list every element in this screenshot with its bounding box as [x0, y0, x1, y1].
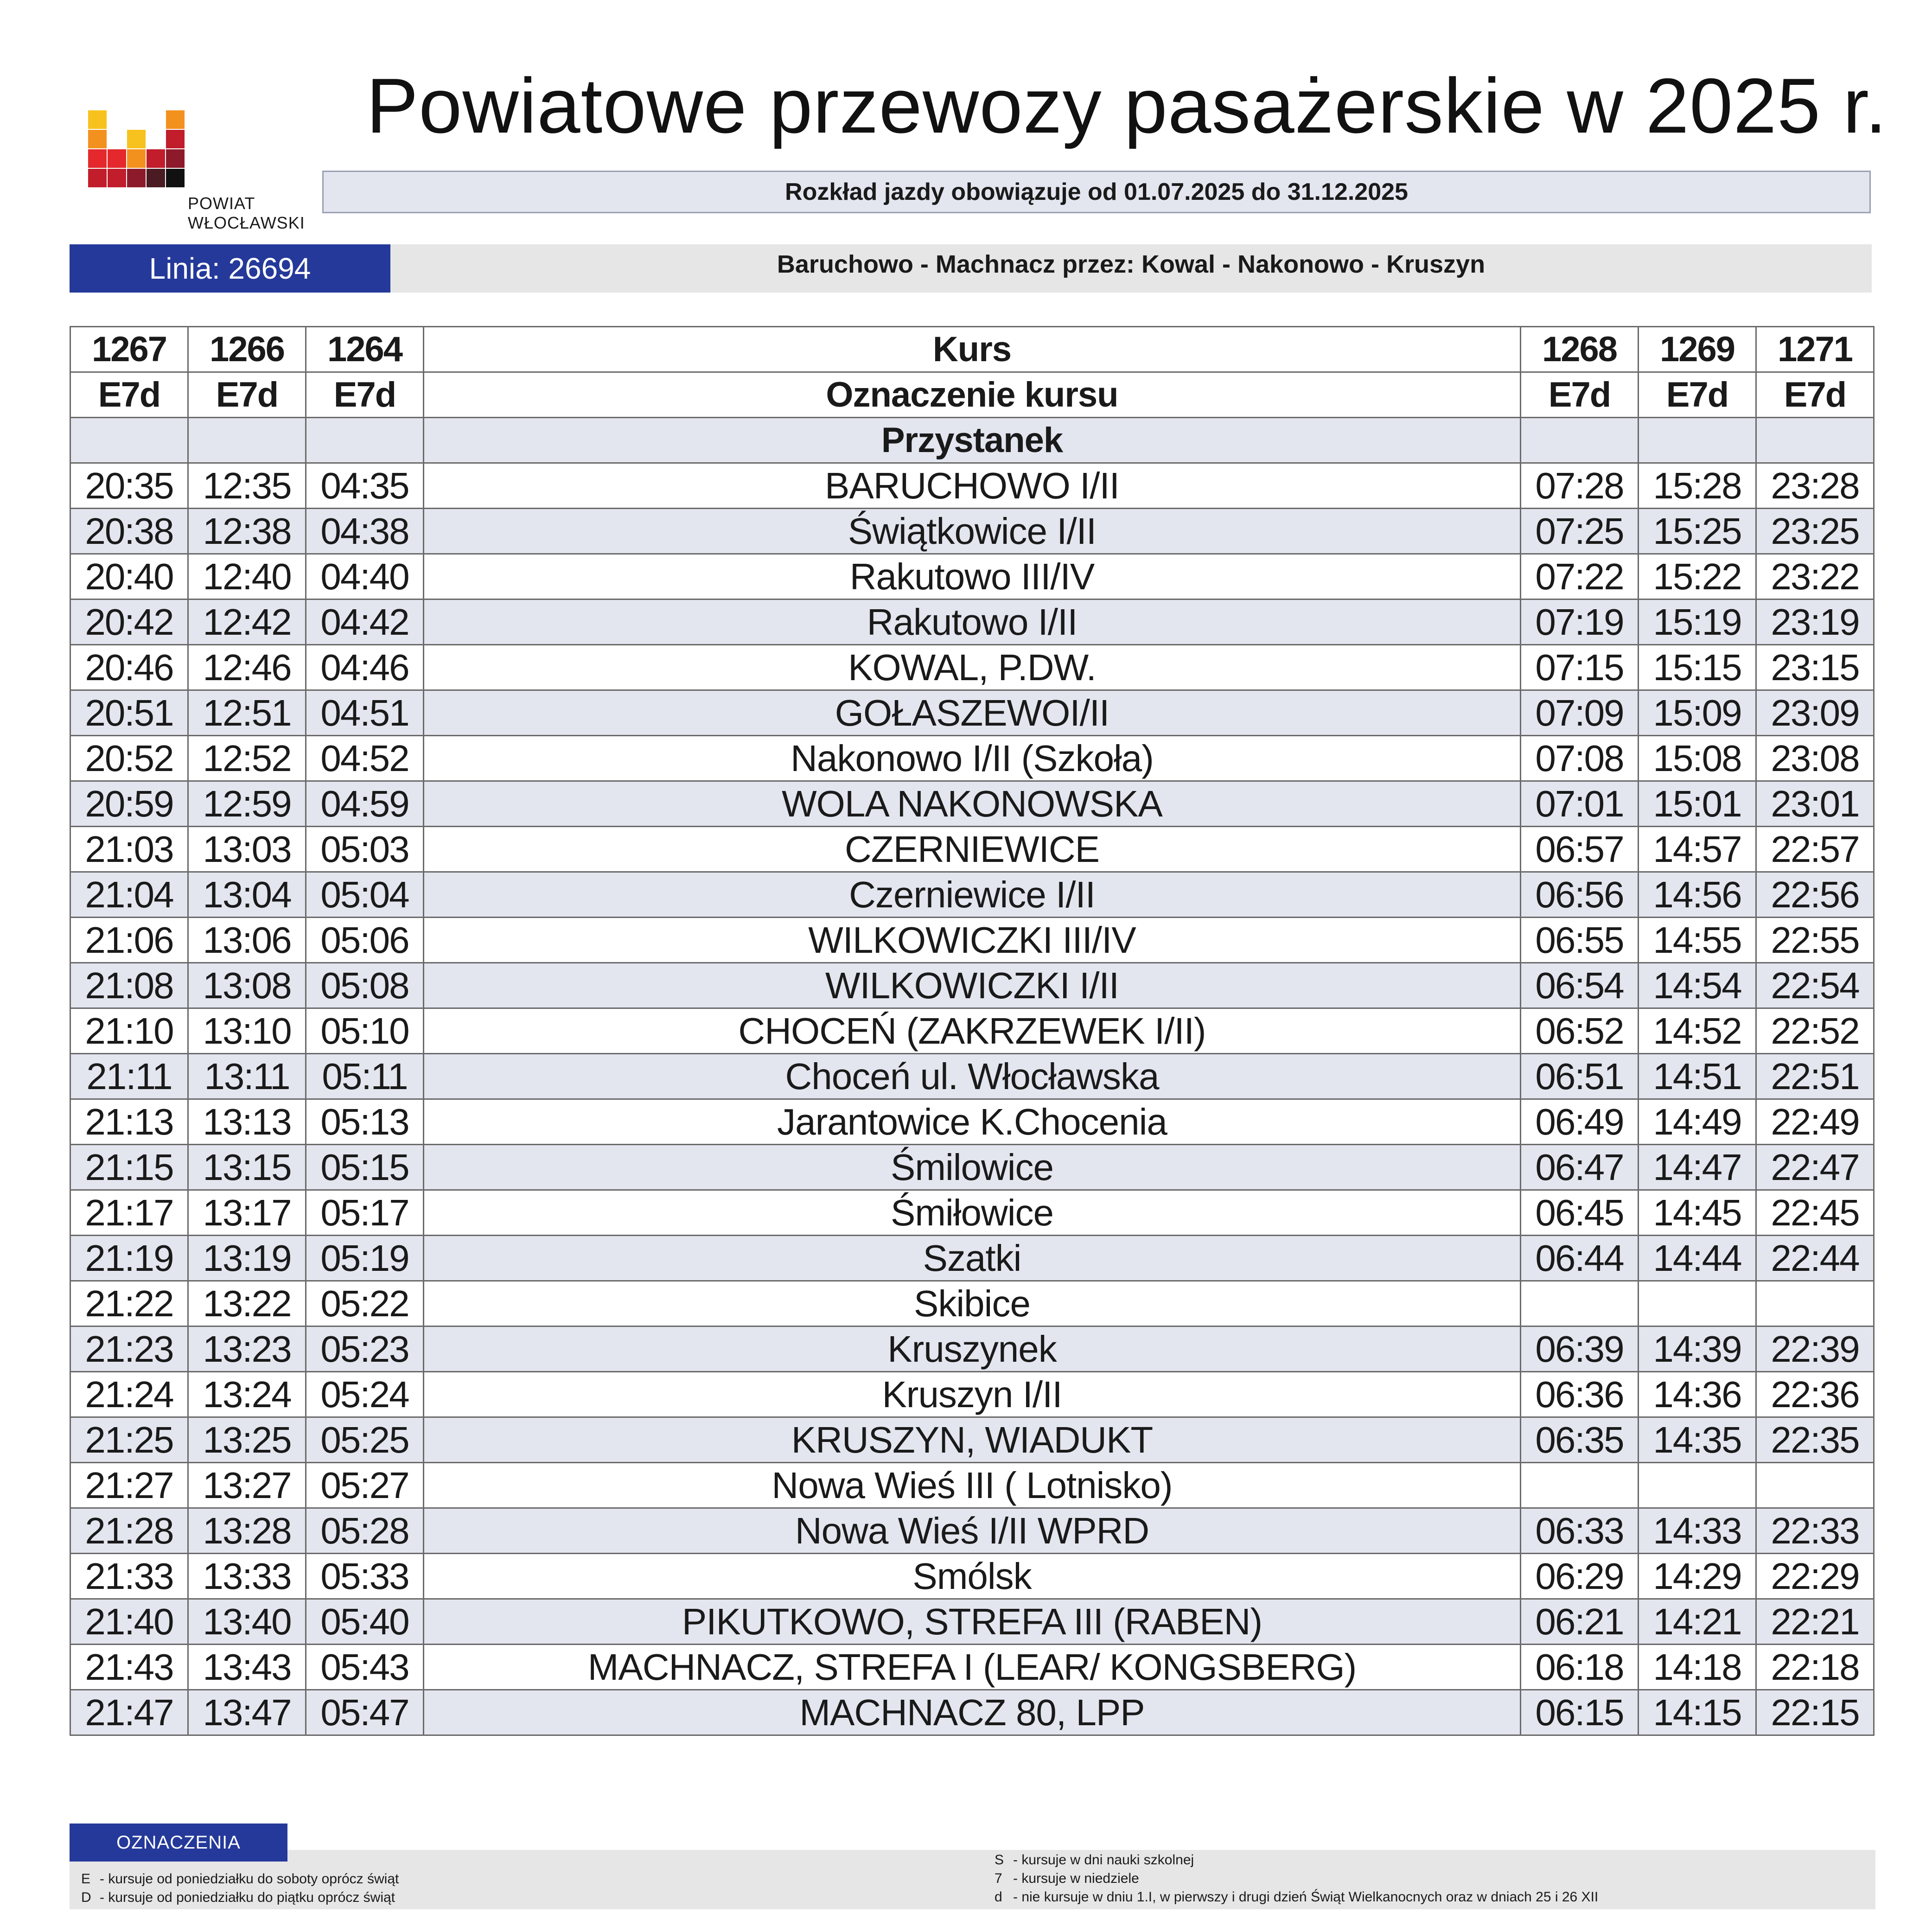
departure-time: 12:42 — [188, 599, 306, 645]
departure-time: 21:47 — [70, 1690, 188, 1735]
departure-time: 05:28 — [306, 1508, 424, 1554]
stop-name: KRUSZYN, WIADUKT — [424, 1417, 1521, 1463]
departure-time: 22:45 — [1756, 1190, 1874, 1236]
departure-time: 14:49 — [1639, 1099, 1756, 1145]
departure-time: 07:08 — [1521, 736, 1639, 781]
departure-time: 13:03 — [188, 827, 306, 872]
departure-time: 21:22 — [70, 1281, 188, 1326]
departure-time: 13:27 — [188, 1463, 306, 1508]
departure-time: 07:22 — [1521, 554, 1639, 599]
stop-row — [70, 690, 1874, 736]
stop-name: WOLA NAKONOWSKA — [424, 781, 1521, 827]
stop-row — [70, 872, 1874, 918]
departure-time: 14:15 — [1639, 1690, 1756, 1735]
departure-time: 05:24 — [306, 1372, 424, 1417]
stop-name: KOWAL, P.DW. — [424, 645, 1521, 690]
stop-name: Śmilowice — [424, 1145, 1521, 1190]
course-number: 1266 — [188, 327, 306, 372]
departure-time: 13:17 — [188, 1190, 306, 1236]
stop-row — [70, 1417, 1874, 1463]
departure-time: 23:19 — [1756, 599, 1874, 645]
stop-name: CHOCEŃ (ZAKRZEWEK I/II) — [424, 1008, 1521, 1054]
departure-time: 13:06 — [188, 918, 306, 963]
departure-time: 23:25 — [1756, 509, 1874, 554]
departure-time: 05:47 — [306, 1690, 424, 1735]
departure-time: 05:03 — [306, 827, 424, 872]
departure-time: 23:28 — [1756, 463, 1874, 509]
stop-name: WILKOWICZKI III/IV — [424, 918, 1521, 963]
course-number: 1264 — [306, 327, 424, 372]
course-number: 1268 — [1521, 327, 1639, 372]
stop-row — [70, 1463, 1874, 1508]
departure-time: 14:57 — [1639, 827, 1756, 872]
stop-name: Smólsk — [424, 1554, 1521, 1599]
course-code: E7d — [70, 372, 188, 418]
course-code: E7d — [1521, 372, 1639, 418]
stop-name: Czerniewice I/II — [424, 872, 1521, 918]
empty-cell — [306, 418, 424, 463]
course-code-label: Oznaczenie kursu — [424, 372, 1521, 418]
departure-time: 04:51 — [306, 690, 424, 736]
stop-row — [70, 1145, 1874, 1190]
legend-text: - kursuje w niedziele — [1013, 1871, 1139, 1886]
departure-time: 04:38 — [306, 509, 424, 554]
logo-caption — [188, 194, 305, 233]
stop-name: PIKUTKOWO, STREFA III (RABEN) — [424, 1599, 1521, 1645]
stop-row — [70, 463, 1874, 509]
departure-time: 06:15 — [1521, 1690, 1639, 1735]
departure-time: 13:43 — [188, 1645, 306, 1690]
departure-time: 14:39 — [1639, 1326, 1756, 1372]
stop-row — [70, 781, 1874, 827]
departure-time: 14:21 — [1639, 1599, 1756, 1645]
departure-time: 21:43 — [70, 1645, 188, 1690]
stop-row — [70, 1281, 1874, 1326]
stop-name: Nowa Wieś I/II WPRD — [424, 1508, 1521, 1554]
departure-time: 06:55 — [1521, 918, 1639, 963]
legend-item — [995, 1869, 1139, 1888]
legend-text: - kursuje w dni nauki szkolnej — [1013, 1852, 1194, 1868]
departure-time: 21:40 — [70, 1599, 188, 1645]
departure-time: 06:39 — [1521, 1326, 1639, 1372]
departure-time: 12:46 — [188, 645, 306, 690]
departure-time: 22:52 — [1756, 1008, 1874, 1054]
stop-row — [70, 1008, 1874, 1054]
departure-time — [1639, 1281, 1756, 1326]
empty-cell — [70, 418, 188, 463]
departure-time: 22:47 — [1756, 1145, 1874, 1190]
departure-time: 04:40 — [306, 554, 424, 599]
departure-time: 15:01 — [1639, 781, 1756, 827]
stop-name: WILKOWICZKI I/II — [424, 963, 1521, 1008]
departure-time: 06:56 — [1521, 872, 1639, 918]
legend-code: S — [995, 1852, 1004, 1868]
course-code: E7d — [306, 372, 424, 418]
logo-square — [108, 169, 126, 187]
logo-square — [88, 130, 107, 148]
departure-time: 13:19 — [188, 1236, 306, 1281]
stop-row — [70, 918, 1874, 963]
stop-name: BARUCHOWO I/II — [424, 463, 1521, 509]
powiat-logo — [88, 110, 199, 194]
departure-time: 04:35 — [306, 463, 424, 509]
departure-time: 21:06 — [70, 918, 188, 963]
departure-time: 22:21 — [1756, 1599, 1874, 1645]
departure-time: 06:47 — [1521, 1145, 1639, 1190]
departure-time: 14:56 — [1639, 872, 1756, 918]
departure-time: 13:40 — [188, 1599, 306, 1645]
logo-square — [88, 110, 107, 129]
logo-square — [166, 169, 185, 187]
departure-time: 05:08 — [306, 963, 424, 1008]
departure-time: 05:17 — [306, 1190, 424, 1236]
course-code: E7d — [1639, 372, 1756, 418]
departure-time: 21:25 — [70, 1417, 188, 1463]
departure-time: 20:52 — [70, 736, 188, 781]
departure-time: 07:15 — [1521, 645, 1639, 690]
stop-row — [70, 1599, 1874, 1645]
logo-square — [88, 169, 107, 187]
departure-time — [1639, 1463, 1756, 1508]
departure-time: 04:59 — [306, 781, 424, 827]
departure-time: 06:29 — [1521, 1554, 1639, 1599]
stop-row — [70, 736, 1874, 781]
departure-time: 12:52 — [188, 736, 306, 781]
logo-square — [127, 169, 146, 187]
departure-time: 14:54 — [1639, 963, 1756, 1008]
stop-label: Przystanek — [424, 418, 1521, 463]
departure-time: 15:08 — [1639, 736, 1756, 781]
departure-time: 13:47 — [188, 1690, 306, 1735]
departure-time: 21:08 — [70, 963, 188, 1008]
legend-code: d — [995, 1889, 1002, 1905]
departure-time: 05:19 — [306, 1236, 424, 1281]
departure-time: 22:51 — [1756, 1054, 1874, 1099]
stop-row — [70, 1054, 1874, 1099]
departure-time: 20:46 — [70, 645, 188, 690]
course-label: Kurs — [424, 327, 1521, 372]
departure-time: 22:18 — [1756, 1645, 1874, 1690]
departure-time: 22:36 — [1756, 1372, 1874, 1417]
departure-time: 13:33 — [188, 1554, 306, 1599]
legend-text: - kursuje od poniedziałku do soboty oprócz świąt — [100, 1871, 399, 1887]
departure-time: 06:51 — [1521, 1054, 1639, 1099]
stop-row — [70, 1190, 1874, 1236]
departure-time: 21:15 — [70, 1145, 188, 1190]
legend-item — [995, 1888, 1598, 1906]
stop-row — [70, 554, 1874, 599]
logo-square — [88, 149, 107, 168]
stop-header-row — [70, 418, 1874, 463]
stop-name: Rakutowo III/IV — [424, 554, 1521, 599]
departure-time: 21:27 — [70, 1463, 188, 1508]
departure-time: 14:45 — [1639, 1190, 1756, 1236]
stop-row — [70, 1645, 1874, 1690]
departure-time: 05:25 — [306, 1417, 424, 1463]
departure-time: 05:11 — [306, 1054, 424, 1099]
departure-time: 05:04 — [306, 872, 424, 918]
departure-time: 20:42 — [70, 599, 188, 645]
departure-time: 15:25 — [1639, 509, 1756, 554]
departure-time: 13:10 — [188, 1008, 306, 1054]
departure-time: 14:35 — [1639, 1417, 1756, 1463]
departure-time: 14:55 — [1639, 918, 1756, 963]
stop-name: GOŁASZEWOI/II — [424, 690, 1521, 736]
departure-time: 23:08 — [1756, 736, 1874, 781]
departure-time: 07:01 — [1521, 781, 1639, 827]
departure-time: 14:47 — [1639, 1145, 1756, 1190]
stop-name: MACHNACZ 80, LPP — [424, 1690, 1521, 1735]
departure-time: 15:22 — [1639, 554, 1756, 599]
departure-time: 21:03 — [70, 827, 188, 872]
departure-time: 13:11 — [188, 1054, 306, 1099]
stop-row — [70, 1690, 1874, 1735]
stop-row — [70, 645, 1874, 690]
departure-time: 20:38 — [70, 509, 188, 554]
stop-row — [70, 509, 1874, 554]
departure-time: 20:59 — [70, 781, 188, 827]
departure-time: 05:10 — [306, 1008, 424, 1054]
stop-row — [70, 963, 1874, 1008]
departure-time: 15:28 — [1639, 463, 1756, 509]
departure-time: 07:28 — [1521, 463, 1639, 509]
departure-time: 13:08 — [188, 963, 306, 1008]
departure-time: 05:06 — [306, 918, 424, 963]
departure-time: 13:28 — [188, 1508, 306, 1554]
empty-cell — [1521, 418, 1639, 463]
legend-text: - kursuje od poniedziałku do piątku oprócz świąt — [100, 1890, 395, 1905]
departure-time: 14:33 — [1639, 1508, 1756, 1554]
departure-time: 07:19 — [1521, 599, 1639, 645]
empty-cell — [1639, 418, 1756, 463]
departure-time: 13:24 — [188, 1372, 306, 1417]
stop-name: Choceń ul. Włocławska — [424, 1054, 1521, 1099]
logo-square — [147, 169, 165, 187]
departure-time — [1756, 1463, 1874, 1508]
departure-time: 22:15 — [1756, 1690, 1874, 1735]
departure-time: 06:49 — [1521, 1099, 1639, 1145]
departure-time: 13:22 — [188, 1281, 306, 1326]
departure-time: 15:09 — [1639, 690, 1756, 736]
departure-time: 15:19 — [1639, 599, 1756, 645]
course-number: 1271 — [1756, 327, 1874, 372]
stop-name: Kruszyn I/II — [424, 1372, 1521, 1417]
departure-time: 21:28 — [70, 1508, 188, 1554]
departure-time: 14:52 — [1639, 1008, 1756, 1054]
departure-time: 21:19 — [70, 1236, 188, 1281]
course-number: 1269 — [1639, 327, 1756, 372]
stop-name: Śmiłowice — [424, 1190, 1521, 1236]
departure-time: 05:40 — [306, 1599, 424, 1645]
departure-time: 22:44 — [1756, 1236, 1874, 1281]
legend-item — [81, 1870, 399, 1888]
logo-square — [166, 130, 185, 148]
stop-row — [70, 1554, 1874, 1599]
departure-time: 06:52 — [1521, 1008, 1639, 1054]
stop-name: MACHNACZ, STREFA I (LEAR/ KONGSBERG) — [424, 1645, 1521, 1690]
departure-time: 04:42 — [306, 599, 424, 645]
departure-time: 13:23 — [188, 1326, 306, 1372]
departure-time: 13:13 — [188, 1099, 306, 1145]
departure-time: 06:54 — [1521, 963, 1639, 1008]
departure-time: 13:04 — [188, 872, 306, 918]
stop-row — [70, 1099, 1874, 1145]
stop-row — [70, 1326, 1874, 1372]
departure-time: 14:44 — [1639, 1236, 1756, 1281]
legend-item — [81, 1888, 395, 1907]
stop-row — [70, 827, 1874, 872]
legend-text: - nie kursuje w dniu 1.I, w pierwszy i drugi dzień Świąt Wielkanocnych oraz w dniach 25 i 26 XII — [1013, 1889, 1599, 1905]
validity-banner: Rozkład jazdy obowiązuje od 01.07.2025 do 31.12.2025 — [322, 171, 1871, 213]
route-banner: Baruchowo - Machnacz przez: Kowal - Nakonowo - Kruszyn — [390, 244, 1872, 293]
departure-time: 05:22 — [306, 1281, 424, 1326]
departure-time: 22:49 — [1756, 1099, 1874, 1145]
departure-time: 23:22 — [1756, 554, 1874, 599]
departure-time: 15:15 — [1639, 645, 1756, 690]
stop-name: Świątkowice I/II — [424, 509, 1521, 554]
course-code-row — [70, 372, 1874, 418]
stop-name: Kruszynek — [424, 1326, 1521, 1372]
page-title: Powiatowe przewozy pasażerskie w 2025 r. — [366, 62, 1887, 149]
departure-time: 22:56 — [1756, 872, 1874, 918]
departure-time: 05:27 — [306, 1463, 424, 1508]
stop-row — [70, 599, 1874, 645]
departure-time — [1521, 1281, 1639, 1326]
stop-row — [70, 1508, 1874, 1554]
departure-time: 14:18 — [1639, 1645, 1756, 1690]
departure-time: 13:25 — [188, 1417, 306, 1463]
stop-row — [70, 1372, 1874, 1417]
logo-caption-line1: POWIAT — [188, 194, 255, 213]
departure-time — [1521, 1463, 1639, 1508]
departure-time: 14:36 — [1639, 1372, 1756, 1417]
departure-time: 20:51 — [70, 690, 188, 736]
legend-title: OZNACZENIA — [70, 1824, 287, 1862]
departure-time: 06:21 — [1521, 1599, 1639, 1645]
departure-time: 12:40 — [188, 554, 306, 599]
departure-time: 05:33 — [306, 1554, 424, 1599]
departure-time: 20:40 — [70, 554, 188, 599]
departure-time: 12:38 — [188, 509, 306, 554]
departure-time: 22:57 — [1756, 827, 1874, 872]
departure-time: 12:59 — [188, 781, 306, 827]
stop-name: Jarantowice K.Chocenia — [424, 1099, 1521, 1145]
departure-time: 06:33 — [1521, 1508, 1639, 1554]
legend-item — [995, 1851, 1194, 1869]
departure-time: 21:13 — [70, 1099, 188, 1145]
departure-time: 14:29 — [1639, 1554, 1756, 1599]
departure-time: 23:01 — [1756, 781, 1874, 827]
departure-time: 12:35 — [188, 463, 306, 509]
departure-time: 22:35 — [1756, 1417, 1874, 1463]
departure-time: 06:44 — [1521, 1236, 1639, 1281]
departure-time: 22:39 — [1756, 1326, 1874, 1372]
departure-time: 13:15 — [188, 1145, 306, 1190]
course-code: E7d — [188, 372, 306, 418]
legend-code: 7 — [995, 1871, 1002, 1886]
departure-time: 06:18 — [1521, 1645, 1639, 1690]
departure-time: 06:36 — [1521, 1372, 1639, 1417]
departure-time: 04:46 — [306, 645, 424, 690]
departure-time: 05:23 — [306, 1326, 424, 1372]
departure-time: 07:09 — [1521, 690, 1639, 736]
stop-name: CZERNIEWICE — [424, 827, 1521, 872]
departure-time: 21:17 — [70, 1190, 188, 1236]
timetable — [70, 326, 1875, 1736]
departure-time: 05:43 — [306, 1645, 424, 1690]
departure-time: 06:35 — [1521, 1417, 1639, 1463]
departure-time: 22:29 — [1756, 1554, 1874, 1599]
departure-time — [1756, 1281, 1874, 1326]
departure-time: 21:33 — [70, 1554, 188, 1599]
stop-name: Rakutowo I/II — [424, 599, 1521, 645]
logo-square — [108, 149, 126, 168]
departure-time: 23:15 — [1756, 645, 1874, 690]
departure-time: 20:35 — [70, 463, 188, 509]
course-code: E7d — [1756, 372, 1874, 418]
departure-time: 21:11 — [70, 1054, 188, 1099]
logo-square — [147, 149, 165, 168]
stop-name: Szatki — [424, 1236, 1521, 1281]
logo-square — [127, 130, 146, 148]
empty-cell — [1756, 418, 1874, 463]
course-number-row — [70, 327, 1874, 372]
course-number: 1267 — [70, 327, 188, 372]
departure-time: 07:25 — [1521, 509, 1639, 554]
departure-time: 21:10 — [70, 1008, 188, 1054]
departure-time: 23:09 — [1756, 690, 1874, 736]
stop-name: Nakonowo I/II (Szkoła) — [424, 736, 1521, 781]
legend-code: E — [81, 1871, 91, 1887]
departure-time: 05:15 — [306, 1145, 424, 1190]
departure-time: 21:23 — [70, 1326, 188, 1372]
departure-time: 21:24 — [70, 1372, 188, 1417]
departure-time: 12:51 — [188, 690, 306, 736]
departure-time: 05:13 — [306, 1099, 424, 1145]
departure-time: 06:45 — [1521, 1190, 1639, 1236]
departure-time: 14:51 — [1639, 1054, 1756, 1099]
stop-name: Nowa Wieś III ( Lotnisko) — [424, 1463, 1521, 1508]
departure-time: 22:33 — [1756, 1508, 1874, 1554]
departure-time: 06:57 — [1521, 827, 1639, 872]
departure-time: 04:52 — [306, 736, 424, 781]
logo-square — [166, 110, 185, 129]
logo-square — [127, 149, 146, 168]
departure-time: 21:04 — [70, 872, 188, 918]
legend-code: D — [81, 1890, 91, 1905]
logo-caption-line2: WŁOCŁAWSKI — [188, 213, 305, 232]
line-number-badge: Linia: 26694 — [70, 244, 390, 293]
logo-square — [166, 149, 185, 168]
stop-row — [70, 1236, 1874, 1281]
stop-name: Skibice — [424, 1281, 1521, 1326]
departure-time: 22:55 — [1756, 918, 1874, 963]
departure-time: 22:54 — [1756, 963, 1874, 1008]
empty-cell — [188, 418, 306, 463]
